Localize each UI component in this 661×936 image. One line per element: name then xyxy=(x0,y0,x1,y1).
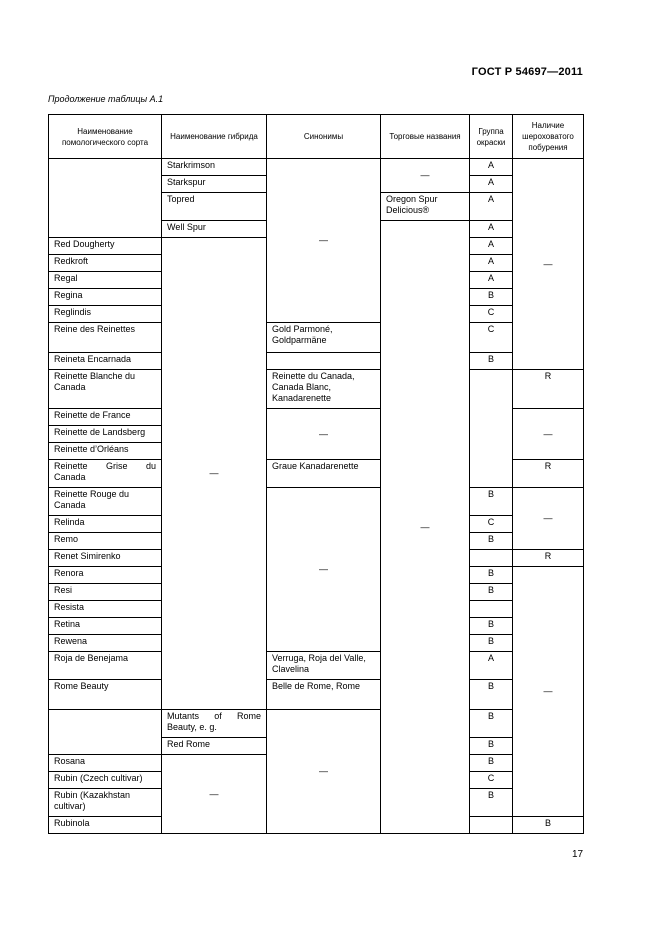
synonyms-cell: — xyxy=(267,409,381,460)
russet-cell: — xyxy=(513,567,584,817)
cultivar-cell: Rubin (Kazakhstan cultivar) xyxy=(49,789,162,817)
color-cell: A xyxy=(470,221,513,238)
cultivar-cell: Relinda xyxy=(49,516,162,533)
synonyms-cell xyxy=(267,353,381,370)
synonyms-cell: Gold Parmoné, Goldparmäne xyxy=(267,323,381,353)
russet-cell: — xyxy=(513,488,584,550)
table-row xyxy=(49,680,584,710)
cultivar-cell: Reglindis xyxy=(49,306,162,323)
cultivar-cell xyxy=(49,710,162,755)
color-cell xyxy=(470,550,513,567)
page-number: 17 xyxy=(572,849,584,860)
cultivar-cell: Roja de Benejama xyxy=(49,652,162,680)
color-cell: B xyxy=(470,289,513,306)
cultivar-cell: Reineta Encarnada xyxy=(49,353,162,370)
synonyms-cell: Graue Kanadarenette xyxy=(267,460,381,488)
synonyms-cell: — xyxy=(267,488,381,652)
table-row xyxy=(49,323,584,353)
color-cell: B xyxy=(470,584,513,601)
trade-cell: — xyxy=(381,159,470,193)
russet-cell: R xyxy=(513,370,584,409)
cultivar-cell: Reine des Reinettes xyxy=(49,323,162,353)
color-cell: B xyxy=(470,635,513,652)
cultivar-cell: Rewena xyxy=(49,635,162,652)
table-row xyxy=(49,710,584,738)
cultivar-cell: Resi xyxy=(49,584,162,601)
color-cell: B xyxy=(470,789,513,817)
cultivar-cell: Resista xyxy=(49,601,162,618)
table-row xyxy=(49,652,584,680)
hybrid-cell: Starkspur xyxy=(162,176,267,193)
header-synonyms: Синонимы xyxy=(267,115,381,159)
synonyms-cell: — xyxy=(267,710,381,834)
hybrid-cell: Starkrimson xyxy=(162,159,267,176)
synonyms-cell: Reinette du Canada, Canada Blanc, Kanadarenette xyxy=(267,370,381,409)
cultivar-cell: Rosana xyxy=(49,755,162,772)
color-cell: C xyxy=(470,516,513,533)
cultivar-cell: Retina xyxy=(49,618,162,635)
color-cell: A xyxy=(470,255,513,272)
hybrid-cell: Mutants of Rome Beauty, e. g. xyxy=(162,710,267,738)
color-cell: B xyxy=(513,817,584,834)
russet-cell: R xyxy=(513,550,584,567)
header-hybrid: Наименование гибрида xyxy=(162,115,267,159)
cultivar-cell: Reinette Blanche du Canada xyxy=(49,370,162,409)
cultivar-cell: Reinette Grise du Canada xyxy=(49,460,162,488)
color-cell: B xyxy=(470,755,513,772)
apple-varieties-table xyxy=(48,114,584,834)
table-row xyxy=(49,353,584,370)
color-cell: B xyxy=(470,618,513,635)
cultivar-cell: Remo xyxy=(49,533,162,550)
cultivar-cell: Regal xyxy=(49,272,162,289)
hybrid-cell: Well Spur xyxy=(162,221,267,238)
color-cell: B xyxy=(470,710,513,738)
header-russeting: Наличие шероховатого побурения xyxy=(513,115,584,159)
table-header-row xyxy=(49,115,584,159)
cultivar-cell: Rome Beauty xyxy=(49,680,162,710)
synonyms-cell: Belle de Rome, Rome xyxy=(267,680,381,710)
synonyms-cell: — xyxy=(267,159,381,323)
color-cell: A xyxy=(470,159,513,176)
synonyms-cell: Verruga, Roja del Valle, Clavelina xyxy=(267,652,381,680)
cultivar-cell: Reinette de France xyxy=(49,409,162,426)
russet-cell: — xyxy=(513,409,584,460)
color-cell: A xyxy=(470,652,513,680)
cultivar-cell: Rubinola xyxy=(49,817,162,834)
cultivar-cell: Renora xyxy=(49,567,162,584)
russet-cell: R xyxy=(513,460,584,488)
table-row xyxy=(49,488,584,516)
color-cell: A xyxy=(470,193,513,221)
color-cell: B xyxy=(470,738,513,755)
color-cell: C xyxy=(470,323,513,353)
cultivar-cell: Red Dougherty xyxy=(49,238,162,255)
trade-cell xyxy=(470,817,513,834)
color-cell: B xyxy=(470,533,513,550)
cultivar-cell: Reinette Rouge du Canada xyxy=(49,488,162,516)
color-cell: B xyxy=(470,680,513,710)
color-cell: A xyxy=(470,272,513,289)
color-cell: A xyxy=(470,238,513,255)
hybrid-cell: Red Rome xyxy=(162,738,267,755)
color-cell: B xyxy=(470,567,513,584)
color-cell: A xyxy=(470,176,513,193)
color-cell: C xyxy=(470,772,513,789)
hybrid-cell: — xyxy=(162,755,267,834)
cultivar-cell: Reinette d’Orléans xyxy=(49,443,162,460)
cultivar-cell: Redkroft xyxy=(49,255,162,272)
color-cell xyxy=(470,601,513,618)
cultivar-cell: Renet Simirenko xyxy=(49,550,162,567)
color-cell xyxy=(470,370,513,488)
color-cell: B xyxy=(470,488,513,516)
cultivar-cell: Regina xyxy=(49,289,162,306)
trade-cell: Oregon Spur Delicious® xyxy=(381,193,470,221)
header-color-group: Группа окраски xyxy=(470,115,513,159)
hybrid-cell: Topred xyxy=(162,193,267,221)
header-trade-names: Торговые названия xyxy=(381,115,470,159)
trade-cell: — xyxy=(381,221,470,834)
cultivar-cell: Reinette de Landsberg xyxy=(49,426,162,443)
color-cell: B xyxy=(470,353,513,370)
cultivar-cell xyxy=(49,159,162,238)
russet-cell: — xyxy=(513,159,584,370)
table-row xyxy=(49,159,584,176)
color-cell: C xyxy=(470,306,513,323)
hybrid-cell: — xyxy=(162,238,267,710)
header-cultivar: Наименование помологического сорта xyxy=(49,115,162,159)
table-row xyxy=(49,370,584,409)
cultivar-cell: Rubin (Czech cultivar) xyxy=(49,772,162,789)
document-code: ГОСТ Р 54697—2011 xyxy=(471,66,583,78)
table-caption: Продолжение таблицы А.1 xyxy=(48,94,164,104)
